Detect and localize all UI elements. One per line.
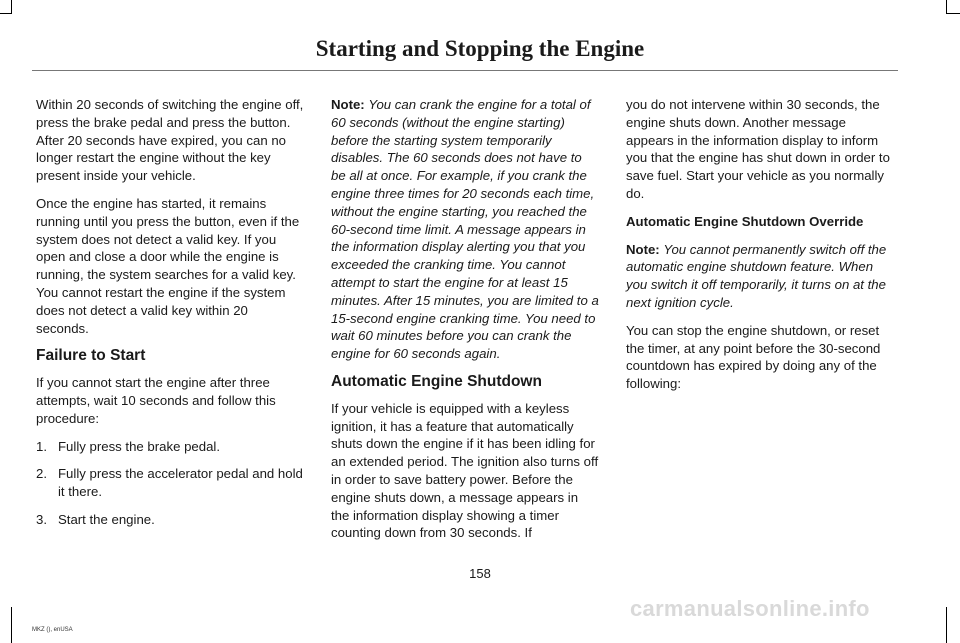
crop-mark-top-left-v xyxy=(11,0,12,14)
paragraph: If you cannot start the engine after three attempts, wait 10 seconds and follow this procedure: xyxy=(36,375,276,426)
column-middle xyxy=(331,96,599,552)
paragraph: you do not intervene within 30 seconds, the engine shuts down. Another message appears in the information display to inform you that the engine has shut down in order to save fuel. Start your vehicle as you normally do. xyxy=(626,97,890,201)
note-label: Note: xyxy=(626,241,660,257)
note xyxy=(626,241,894,312)
watermark-logo: carmanualsonline.info xyxy=(630,596,870,621)
crop-mark-bottom-right-v xyxy=(946,607,947,643)
step-text: Start the engine. xyxy=(58,511,155,527)
header-divider xyxy=(32,70,898,71)
step-number: 2. xyxy=(36,466,47,482)
step-number: 3. xyxy=(36,511,47,527)
paragraph: Within 20 seconds of switching the engine off, press the brake pedal and press the button. After 20 seconds have expired, you can no longer restart the engine without the key present inside your vehicle. xyxy=(36,97,304,184)
procedure-list xyxy=(36,438,304,529)
paragraph: Once the engine has started, it remains running until you press the button, even if the system does not detect a valid key. If you open and close a door while the engine is running, the system searches for a valid key. You cannot restart the engine if the system does not detect a valid key within 20 seconds. xyxy=(36,195,300,336)
note-text: You cannot permanently switch off the automatic engine shutdown feature. When you switch it off temporarily, it turns on at the next ignition cycle. xyxy=(626,241,887,310)
subsection-heading: Automatic Engine Shutdown Override xyxy=(626,213,864,229)
page-title: Starting and Stopping the Engine xyxy=(315,36,645,61)
column-right xyxy=(626,96,894,403)
paragraph: You can stop the engine shutdown, or reset the timer, at any point before the 30-second countdown has expired by doing any of the following: xyxy=(626,322,881,392)
page-number: 158 xyxy=(469,566,491,581)
step-text: Fully press the accelerator pedal and hold it there. xyxy=(58,466,303,500)
step-text: Fully press the brake pedal. xyxy=(58,438,220,454)
paragraph: If your vehicle is equipped with a keyless ignition, it has a feature that automatically shuts down the engine if it has been idling for an extended period. The ignition also turns off in order to save battery power. Before the engine shuts down, a message appears in the information display showing a timer counting down from 30 seconds. If xyxy=(331,400,599,541)
footer-label: MKZ (), enUSA xyxy=(32,627,73,633)
note xyxy=(331,96,599,363)
list-item xyxy=(36,465,304,501)
step-number: 1. xyxy=(36,438,47,454)
note-text: You can crank the engine for a total of 60 seconds (without the engine starting) before the starting system temporarily disables. The 60 seconds does not have to be all at once. For example, if you crank the engine three times for 20 seconds each time, without the engine starting, you reached the 60-second time limit. A message appears in the information display alerting you that you exceeded the cranking time. You cannot attempt to start the engine for at least 15 minutes. After 15 minutes, you are limited to a 15-second engine cranking time. You need to wait 60 minutes before you can crank the engine for 60 seconds again. xyxy=(331,97,599,362)
crop-mark-bottom-left-v xyxy=(11,607,12,643)
list-item xyxy=(36,511,304,529)
section-heading: Automatic Engine Shutdown xyxy=(331,372,542,390)
column-left xyxy=(36,96,304,539)
note-label: Note: xyxy=(331,97,365,112)
crop-mark-top-right-h xyxy=(946,13,960,14)
crop-mark-top-right-v xyxy=(946,0,947,14)
list-item xyxy=(36,438,304,456)
section-heading: Failure to Start xyxy=(36,347,146,365)
crop-mark-top-left-h xyxy=(0,13,12,14)
